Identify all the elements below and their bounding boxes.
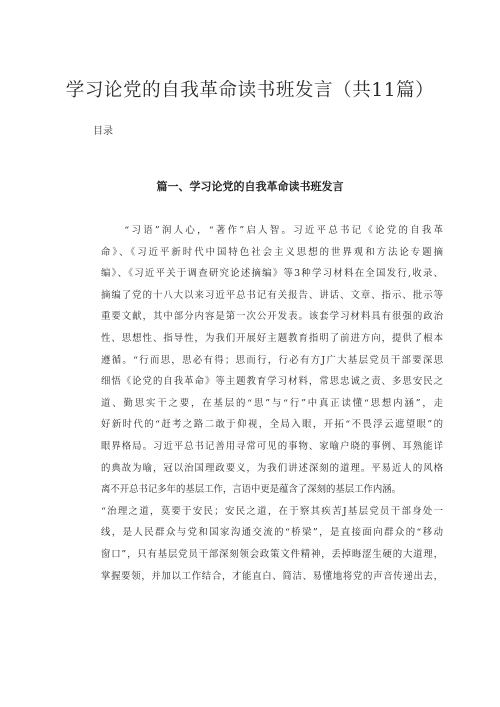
- body-line: 好新时代的“赶考之路二敢于仰视，全局入眼，开拓“不畏浮云遮望眼”的: [101, 419, 443, 431]
- body-line: 命》、《习近平新时代中国特色社会主义思想的世界观和方法论专题摘: [101, 246, 443, 258]
- document-title: 学习论党的自我革命读书班发言（共11篇）: [65, 80, 435, 101]
- body-line: “治理之道，莫要于安民；安民之道，在于察其疾苦J基层党员干部身处一: [101, 505, 443, 517]
- body-line: 遵循。“行而思，思必有得；思而行，行必有方J广大基层党员干部要深思: [101, 354, 443, 366]
- table-of-contents-label: 目录: [93, 126, 113, 137]
- body-line: 的典故为喻，冠以治国理政要义，为我们讲述深刻的道理。平易近人的风格: [101, 462, 443, 474]
- body-line: 重要文献，其中部分内容是第一次公开发表。该套学习材料具有很强的政治: [101, 311, 443, 323]
- body-paragraph: [101, 220, 443, 587]
- body-line: 编》、《习近平关于调查研究论述摘编》等3种学习材料在全国发行,收录、: [101, 268, 443, 280]
- body-line: 细悟《论党的自我革命》等主题教育学习材料，常思忠诚之责、多思安民之: [101, 376, 443, 388]
- body-line: 眼界格局。习近平总书记善用寻常可见的事物、家喻户晓的事例、耳熟能详: [101, 440, 443, 452]
- body-line: 掌握要领，并加以工作结合，才能直白、简洁、易懂地将党的声音传递出去，: [101, 570, 443, 582]
- body-line: “习语”润人心，“著作”启人智。习近平总书记《论党的自我革: [101, 225, 443, 236]
- section-heading: 篇一、学习论党的自我革命读书班发言: [156, 180, 344, 193]
- body-line: 摘编了党的十八大以来习近平总书记有关报告、讲话、文章、指示、批示等: [101, 289, 443, 301]
- body-line: 线，是人民群众与党和国家沟通交流的“桥梁”，是直接面向群众的“移动: [101, 527, 443, 539]
- body-line: 道、勤思实干之要，在基层的“思”与“行”中真正读懂“思想内涵”，走: [101, 397, 443, 409]
- body-line: 离不开总书记多年的基层工作，言语中更是蕴含了深刻的基层工作内涵。: [101, 484, 402, 496]
- body-line: 窗口”，只有基层党员干部深刻领会政策文件精神，丢掉晦涩生硬的大道理，: [101, 548, 443, 560]
- body-line: 性、思想性、指导性，为我们开展好主题教育指明了前进方向，提供了根本: [101, 332, 443, 344]
